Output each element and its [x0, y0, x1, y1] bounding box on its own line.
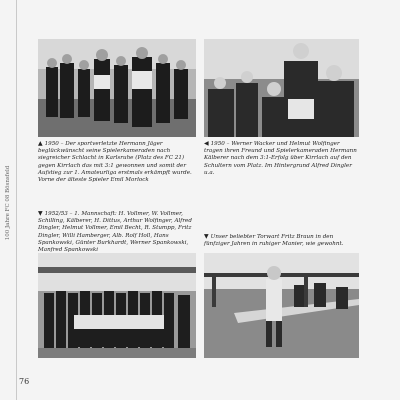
spine-text: 100 Jahre FC 08 Bösnsfeld	[5, 165, 11, 241]
page-number: 76	[19, 377, 30, 386]
spine-label	[3, 130, 13, 280]
photo-team-1952	[38, 253, 196, 358]
caption-goalkeeper	[204, 233, 359, 248]
triangle-down-icon: ▼	[204, 233, 209, 240]
triangle-left-icon: ◀	[204, 140, 209, 147]
caption-1952-team	[38, 210, 196, 254]
triangle-down-icon: ▼	[38, 210, 43, 217]
photo-carried-player	[204, 39, 359, 137]
caption-text: 1950 – Werner Wacker und Helmut Wolfinger tragen ihren Freund und Spielerkameraden Hermann Kälberer nach dem 3:1-Erfolg über Kirrlach auf den Schultern vom Platz. Im Hintergrund Alfred Dingler u.a.	[204, 141, 357, 176]
caption-text: 1950 – Der sportverletzte Hermann Jäger beglückwünscht seine Spielerkameraden nach siegreicher Schlacht in Karlsruhe (Platz des FC 21) gegen Kirrlach das mit 3:1 gewonnen und somit der Aufstieg zur 1. Amateurliga erstmals erkämpft wurde. Vorne der älteste Spieler Emil Morlock	[38, 141, 192, 184]
caption-1950-celebration	[38, 140, 196, 184]
photo-goalkeeper	[204, 253, 359, 358]
photo-celebration	[38, 39, 196, 137]
caption-text: Unser beliebter Torwart Fritz Braun in den fünfziger Jahren in ruhiger Manier, wie gewohnt.	[204, 234, 344, 248]
caption-1950-carried	[204, 140, 359, 177]
triangle-up-icon: ▲	[38, 140, 43, 147]
caption-text: 1952/53 – 1. Mannschaft: H. Vollmer, W. Vollmer, Schilling, Kälberer, H. Dittus, Arthur Wolfinger, Alfred Dingler, Helmut Vollmer, Emil Becht, R. Stumpp, Fritz Dingler, Willi Hamberger, Alb. Rolf Holl, Hans Spankowski, Günter Burkhardt, Werner Spankowski, Manfred Spankowski	[38, 211, 192, 254]
margin-rule	[16, 0, 17, 400]
